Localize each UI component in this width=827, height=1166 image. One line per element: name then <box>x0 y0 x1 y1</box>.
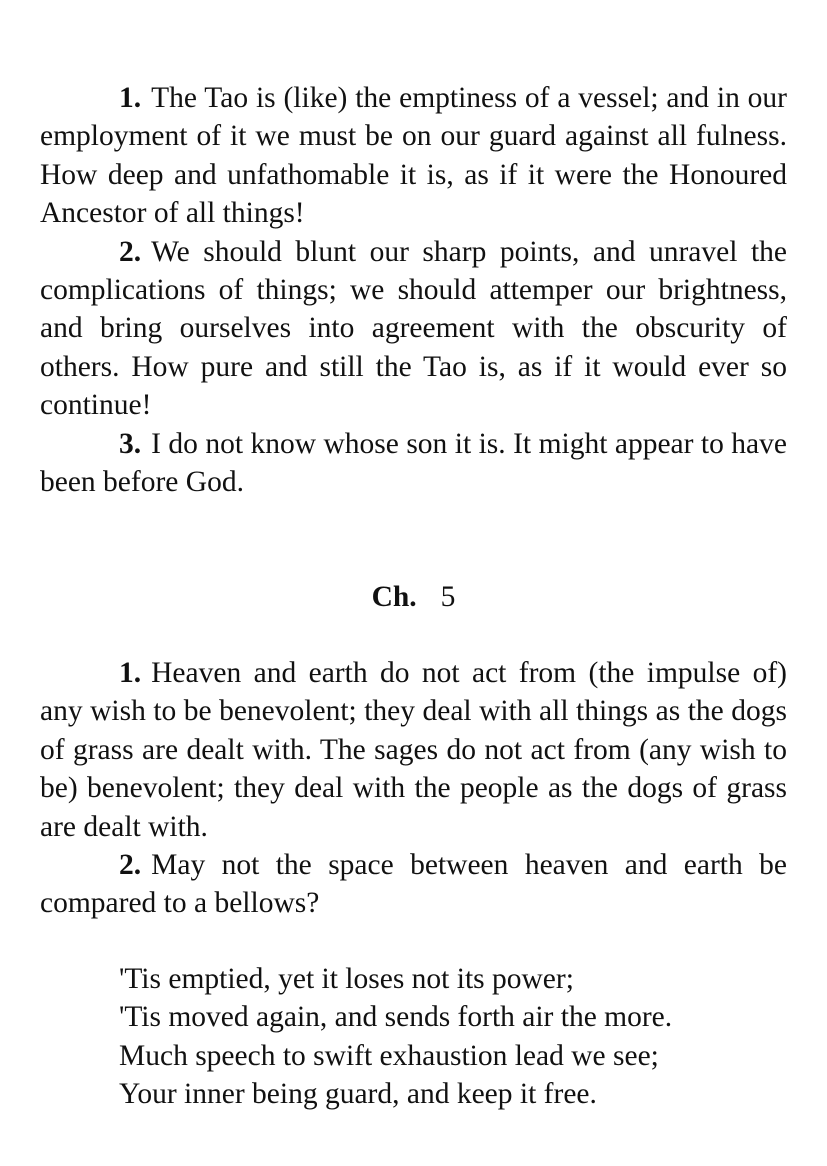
paragraph-1 <box>40 79 787 233</box>
paragraph-text: I do not know whose son it is. It might appear to have been before God. <box>40 427 787 499</box>
chapter-5-section <box>40 654 787 923</box>
chapter-heading <box>0 578 827 616</box>
paragraph-2 <box>40 233 787 425</box>
verse-line: Much speech to swift exhaustion lead we see; <box>119 1039 659 1072</box>
paragraph-text: The Tao is (like) the emptiness of a vessel; and in our employment of it we must be on our guard against all fulness. How deep and unfathomable it is, as if it were the Honoured Ancestor of all things! <box>40 82 787 230</box>
paragraph-number: 2. <box>119 235 142 268</box>
paragraph-1 <box>40 654 787 846</box>
verse-block <box>119 960 799 1114</box>
paragraph-3 <box>40 425 787 502</box>
chapter-4-section <box>40 79 787 501</box>
verse-line: 'Tis moved again, and sends forth air the more. <box>119 1001 673 1034</box>
paragraph-text: We should blunt our sharp points, and unravel the complications of things; we should attemper our brightness, and bring ourselves into agreement with the obscurity of others. How pure and still the Tao is, as if it would ever so continue! <box>40 235 787 422</box>
verse-line: 'Tis emptied, yet it loses not its power; <box>119 963 574 995</box>
paragraph-text: May not the space between heaven and earth be compared to a bellows? <box>40 849 787 920</box>
paragraph-number: 1. <box>119 82 142 114</box>
paragraph-2 <box>40 846 787 923</box>
paragraph-number: 1. <box>119 657 142 689</box>
chapter-number: 5 <box>440 581 456 613</box>
paragraph-number: 3. <box>119 427 142 460</box>
chapter-label: Ch. <box>371 581 417 613</box>
paragraph-text: Heaven and earth do not act from (the impulse of) any wish to be benevolent; they deal with all things as the dogs of grass are dealt with. The sages do not act from (any wish to be) benevolent; they deal with the people as the dogs of grass are dealt with. <box>40 657 787 843</box>
paragraph-number: 2. <box>119 849 142 882</box>
verse-line: Your inner being guard, and keep it free. <box>119 1078 597 1111</box>
